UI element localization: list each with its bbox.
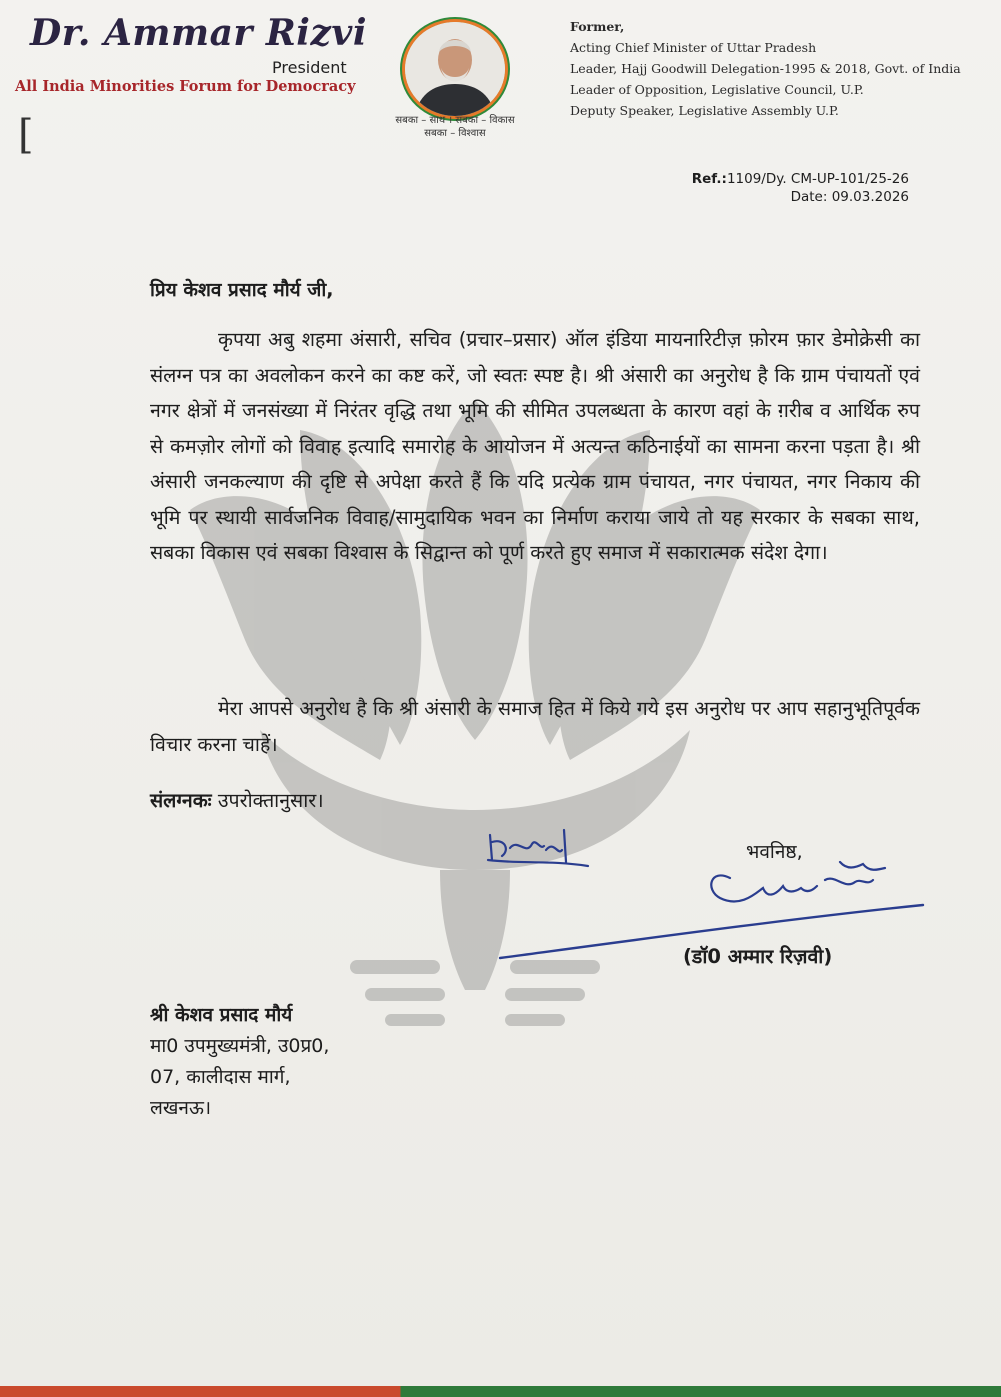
addressee-line: 07, कालीदास मार्ग, bbox=[150, 1066, 291, 1088]
body-paragraph-2: मेरा आपसे अनुरोध है कि श्री अंसारी के समाज हित में किये गये इस अनुरोध पर आप सहानुभूतिपूर्वक विचार करना चाहें। bbox=[150, 697, 920, 756]
portrait-photo bbox=[405, 22, 505, 116]
enclosure-value: उपरोक्तानुसार। bbox=[217, 789, 324, 812]
signatory-name: (डॉ0 अम्मार रिज़वी) bbox=[683, 945, 833, 968]
former-line: Leader, Hajj Goodwill Delegation-1995 & 2018, Govt. of India bbox=[570, 61, 961, 76]
ref-label: Ref.: bbox=[691, 171, 727, 187]
reference-block bbox=[692, 170, 909, 206]
former-heading: Former, bbox=[570, 19, 625, 34]
slogan-line-1: सबका – साथ । सबका – विकास bbox=[395, 115, 515, 126]
addressee-name: श्री केशव प्रसाद मौर्य bbox=[150, 1004, 293, 1026]
ref-value: 1109/Dy. CM-UP-101/25-26 bbox=[726, 171, 909, 187]
salutation: प्रिय केशव प्रसाद मौर्य जी, bbox=[150, 279, 334, 301]
date-label: Date: bbox=[790, 189, 828, 205]
addressee-block bbox=[150, 1000, 329, 1124]
body-paragraph-1: कृपया अबु शहमा अंसारी, सचिव (प्रचार–प्रसार) ऑल इंडिया मायनारिटीज़ फ़ोरम फ़ार डेमोक्रेसी का संलग्न पत्र का अवलोकन करने का कष्ट करें, जो स्वतः स्पष्ट है। श्री अंसारी का अनुरोध है कि ग्राम पंचायतों एवं नगर क्षेत्रों में जनसंख्या में निरंतर वृद्धि तथा भूमि की सीमित उपलब्धता के कारण वहां के ग़रीब व आर्थिक रुप से कमज़ोर लोगों को विवाह इत्यादि समारोह के आयोजन में अत्यन्त कठिनाईयों का सामना करना पड़ता है। श्री अंसारी जनकल्याण की दृष्टि से अपेक्षा करते हैं कि यदि प्रत्येक ग्राम पंचायत, नगर पंचायत, नगर निकाय की भूमि पर स्थायी सार्वजनिक विवाह/सामुदायिक भवन का निर्माण कराया जाये तो यह सरकार के सबका साथ, सबका विकास एवं सबका विश्वास के सिद्वान्त को पूर्ण करते हुए समाज में सकारात्मक संदेश देगा। bbox=[150, 328, 920, 564]
former-line: Acting Chief Minister of Uttar Pradesh bbox=[570, 40, 817, 55]
closing: भवनिष्ठ, bbox=[746, 841, 803, 863]
reference-number bbox=[692, 170, 909, 188]
letter-date bbox=[692, 188, 909, 206]
enclosure-label: संलग्नकः bbox=[150, 789, 212, 812]
former-line: Leader of Opposition, Legislative Council, U.P. bbox=[570, 82, 864, 97]
letterhead-organization: All India Minorities Forum for Democracy bbox=[15, 78, 356, 95]
date-value: 09.03.2026 bbox=[831, 189, 909, 205]
former-positions bbox=[570, 16, 961, 121]
slogan bbox=[360, 114, 550, 140]
addressee-line: मा0 उपमुख्यमंत्री, उ0प्र0, bbox=[150, 1035, 330, 1057]
bottom-color-strip bbox=[0, 1386, 1001, 1397]
slogan-line-2: सबका – विश्वास bbox=[424, 128, 486, 139]
former-line: Deputy Speaker, Legislative Assembly U.P. bbox=[570, 103, 839, 118]
addressee-line: लखनऊ। bbox=[150, 1097, 212, 1119]
letterhead-name: Dr. Ammar Rizvi bbox=[30, 12, 368, 54]
enclosure bbox=[150, 786, 324, 813]
letterhead-designation: President bbox=[272, 58, 347, 77]
letterhead-bracket: [ bbox=[18, 112, 34, 158]
